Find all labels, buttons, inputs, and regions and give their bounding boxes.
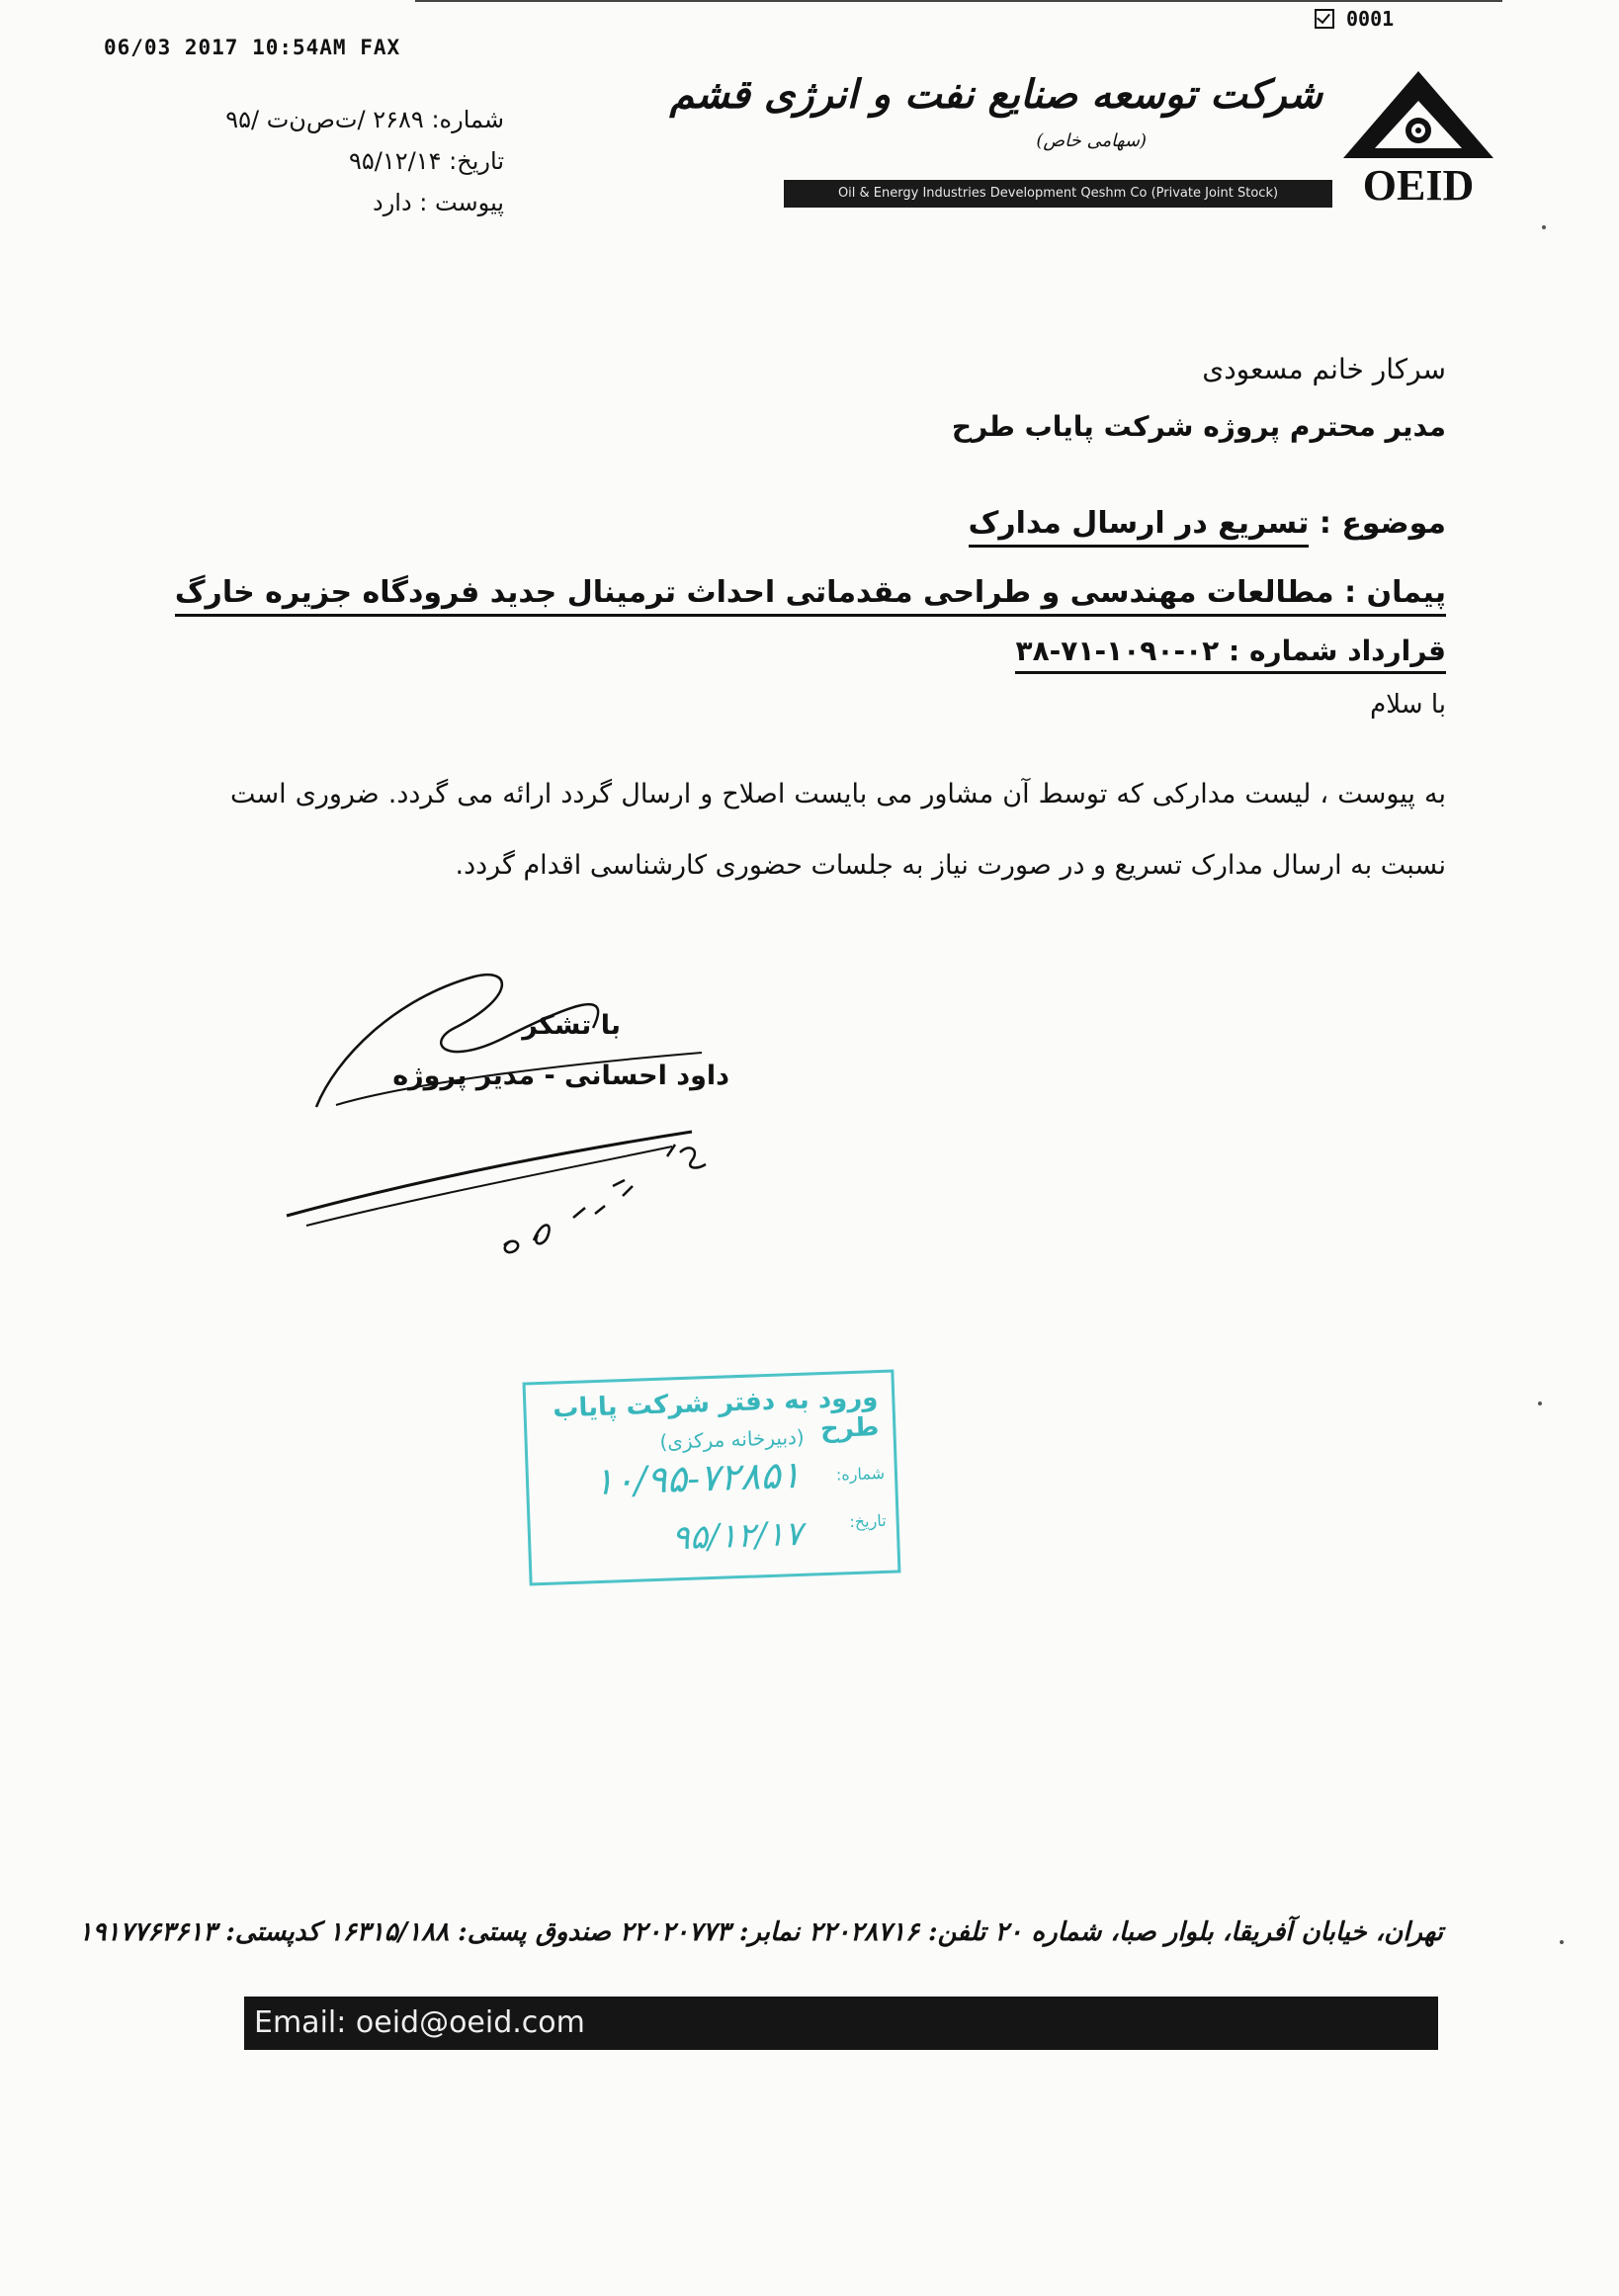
- contract-label: قرارداد شماره :: [1229, 635, 1446, 667]
- logo-text: OEID: [1362, 161, 1475, 206]
- addressee-name: سرکار خانم مسعودی: [1202, 353, 1446, 385]
- company-name-en: Oil & Energy Industries Development Qeshm Co (Private Joint Stock): [784, 180, 1332, 208]
- reference-number: شماره: ۲۶۸۹ /ت‌ص‌ن‌ت /۹۵: [225, 106, 504, 133]
- scan-speck: [1560, 1940, 1564, 1944]
- letter-body: به پیوست ، لیست مدارکی که توسط آن مشاور می بایست اصلاح و ارسال گردد ارائه می گردد. ضروری است نسبت به ارسال مدارک تسریع و در صورت نیاز به جلسات حضوری کارشناسی اقدام گردد.: [230, 779, 1446, 881]
- signature-name: داود احسانی - مدیر پروژه: [392, 1061, 729, 1091]
- stamp-title: ورود به دفتر شرکت پایاب طرح: [552, 1383, 880, 1445]
- fax-page-number: [1315, 7, 1394, 31]
- top-rule: [415, 0, 1502, 2]
- received-stamp: [523, 1370, 901, 1586]
- stamp-subtitle: (دبیرخانه مرکزی): [659, 1424, 806, 1454]
- stamp-number-value: ۱۰/۹۵-۷۲۸۵۱: [592, 1452, 802, 1504]
- subject-line: [969, 506, 1446, 541]
- fax-page-number-text: 0001: [1346, 7, 1395, 31]
- subject-value: تسریع در ارسال مدارک: [969, 506, 1310, 548]
- addressee-title: مدیر محترم پروژه شرکت پایاب طرح: [951, 410, 1446, 443]
- oeid-emblem-icon: [1339, 67, 1497, 206]
- reference-attachment: پیوست : دارد: [373, 189, 504, 216]
- project-line: [175, 575, 1446, 610]
- scan-speck: [1538, 1402, 1542, 1405]
- footer-email: Email: oeid@oeid.com: [244, 1997, 1438, 2050]
- checkbox-icon: [1315, 9, 1334, 29]
- reference-block: [225, 99, 504, 223]
- addressee: [952, 341, 1446, 456]
- fax-header: 06/03 2017 10:54AM FAX: [104, 36, 401, 59]
- stamp-date-value: ۹۵/۱۲/۱۷: [670, 1513, 804, 1559]
- footer-address: تهران، خیابان آفریقا، بلوار صبا، شماره ۲۰ تلفن: ۲۲۰۲۸۷۱۶ نمابر: ۲۲۰۲۰۷۷۳ صندوق پستی: ۱۶۳۱۵/۱۸۸ کدپستی: ۱۹۱۷۷۶۳۶۱۳: [78, 1917, 1443, 1947]
- project-label: پیمان :: [1344, 575, 1446, 610]
- handwritten-signature: [277, 959, 751, 1275]
- contract-value: ۰۲-۱۰۹۰-۷۱-۳۸: [1015, 635, 1220, 667]
- greeting: با سلام: [1370, 690, 1446, 720]
- scan-speck: [1542, 225, 1546, 229]
- signature-closing: با تشکر: [522, 1010, 621, 1041]
- project-value: مطالعات مهندسی و طراحی مقدماتی احداث ترمینال جدید فرودگاه جزیره خارگ: [174, 575, 1334, 610]
- stamp-date-label: تاریخ:: [849, 1510, 887, 1532]
- contract-line: [1015, 635, 1446, 667]
- company-type-fa: (سهامی خاص): [1036, 130, 1147, 151]
- stamp-number-label: شماره:: [835, 1463, 886, 1485]
- company-name-fa: شرکت توسعه صنایع نفت و انرژی قشم: [669, 71, 1322, 118]
- subject-label: موضوع :: [1319, 506, 1446, 541]
- reference-date: تاریخ: ۹۵/۱۲/۱۴: [349, 147, 504, 175]
